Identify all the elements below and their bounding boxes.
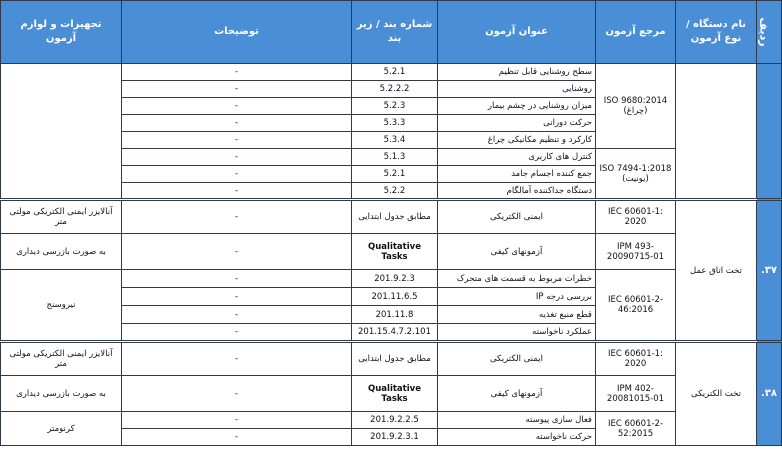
reference-cell: ISO 7494-1:2018 (یونیت) — [596, 149, 676, 200]
title-cell: دستگاه جداکننده آمالگام — [438, 183, 596, 200]
notes-cell: - — [122, 98, 352, 115]
clause-cell: 5.2.3 — [352, 98, 438, 115]
title-cell: آزمونهای کیفی — [438, 234, 596, 270]
header-title: عنوان آزمون — [438, 1, 596, 64]
clause-cell: مطابق جدول ابتدایی — [352, 342, 438, 376]
title-cell: آزمونهای کیفی — [438, 376, 596, 412]
title-cell: بررسی درجه IP — [438, 288, 596, 306]
header-device: نام دستگاه / نوع آزمون — [676, 1, 757, 64]
clause-cell: Qualitative Tasks — [352, 234, 438, 270]
clause-cell: 201.9.2.3 — [352, 270, 438, 288]
notes-cell: - — [122, 149, 352, 166]
header-notes: توضیحات — [122, 1, 352, 64]
header-equipment: تجهیزات و لوازم آزمون — [1, 1, 122, 64]
table-row — [1, 412, 782, 429]
notes-cell: - — [122, 429, 352, 446]
clause-cell: 5.3.3 — [352, 115, 438, 132]
title-cell: کارکرد و تنظیم مکانیکی چراغ — [438, 132, 596, 149]
title-cell: ایمنی الکتریکی — [438, 200, 596, 234]
notes-cell: - — [122, 132, 352, 149]
clause-cell: مطابق جدول ابتدایی — [352, 200, 438, 234]
title-cell: خطرات مربوط به قسمت های متحرک — [438, 270, 596, 288]
table-row — [1, 376, 782, 412]
reference-cell: IPM 493-20090715-01 — [596, 234, 676, 270]
row-number-cell: ۳۸. — [757, 342, 782, 446]
notes-cell: - — [122, 342, 352, 376]
clause-cell: 5.2.2.2 — [352, 81, 438, 98]
table-row — [1, 200, 782, 234]
header-rowno: ردیف — [757, 1, 782, 64]
device-cell: تخت الکتریکی — [676, 342, 757, 446]
notes-cell: - — [122, 200, 352, 234]
equipment-cell — [1, 64, 122, 200]
clause-cell: 5.3.4 — [352, 132, 438, 149]
table-row — [1, 64, 782, 81]
reference-cell: IEC 60601-1: 2020 — [596, 200, 676, 234]
notes-cell: - — [122, 234, 352, 270]
equipment-cell: آنالایزر ایمنی الکتریکی مولتی متر — [1, 342, 122, 376]
table-row — [1, 234, 782, 270]
clause-cell: Qualitative Tasks — [352, 376, 438, 412]
reference-cell: IEC 60601-2-52:2015 — [596, 412, 676, 446]
table-row — [1, 342, 782, 376]
device-cell — [676, 64, 757, 200]
clause-cell: 201.9.2.3.1 — [352, 429, 438, 446]
notes-cell: - — [122, 306, 352, 324]
table-row — [1, 270, 782, 288]
clause-cell: 201.11.6.5 — [352, 288, 438, 306]
title-cell: روشنایی — [438, 81, 596, 98]
row-number-cell — [757, 64, 782, 200]
notes-cell: - — [122, 64, 352, 81]
reference-cell: IEC 60601-1: 2020 — [596, 342, 676, 376]
title-cell: ایمنی الکتریکی — [438, 342, 596, 376]
equipment-cell: به صورت بازرسی دیداری — [1, 376, 122, 412]
clause-cell: 201.11.8 — [352, 306, 438, 324]
clause-cell: 5.2.1 — [352, 166, 438, 183]
notes-cell: - — [122, 288, 352, 306]
notes-cell: - — [122, 412, 352, 429]
notes-cell: - — [122, 81, 352, 98]
reference-cell: ISO 9680:2014 (چراغ) — [596, 64, 676, 149]
header-clause: شماره بند / زیر بند — [352, 1, 438, 64]
title-cell: عملکرد ناخواسته — [438, 324, 596, 342]
title-cell: قطع منبع تغذیه — [438, 306, 596, 324]
equipment-cell: کرنومتر — [1, 412, 122, 446]
equipment-cell: به صورت بازرسی دیداری — [1, 234, 122, 270]
device-cell: تخت اتاق عمل — [676, 200, 757, 342]
reference-cell: IPM 402-20081015-01 — [596, 376, 676, 412]
reference-cell: IEC 60601-2-46:2016 — [596, 270, 676, 342]
clause-cell: 5.1.3 — [352, 149, 438, 166]
notes-cell: - — [122, 324, 352, 342]
clause-cell: 201.9.2.2.5 — [352, 412, 438, 429]
notes-cell: - — [122, 166, 352, 183]
title-cell: حرکت ناخواسته — [438, 429, 596, 446]
title-cell: حرکت دورانی — [438, 115, 596, 132]
title-cell: جمع کننده اجسام جامد — [438, 166, 596, 183]
title-cell: میزان روشنایی در چشم بیمار — [438, 98, 596, 115]
notes-cell: - — [122, 183, 352, 200]
header-row — [1, 1, 782, 64]
equipment-cell: نیروسنج — [1, 270, 122, 342]
header-reference: مرجع آزمون — [596, 1, 676, 64]
notes-cell: - — [122, 115, 352, 132]
title-cell: فعال سازی پیوسته — [438, 412, 596, 429]
notes-cell: - — [122, 270, 352, 288]
clause-cell: 5.2.2 — [352, 183, 438, 200]
notes-cell: - — [122, 376, 352, 412]
row-number-cell: ۳۷. — [757, 200, 782, 342]
title-cell: سطح روشنایی قابل تنظیم — [438, 64, 596, 81]
title-cell: کنترل های کاربری — [438, 149, 596, 166]
equipment-cell: آنالایزر ایمنی الکتریکی مولتی متر — [1, 200, 122, 234]
clause-cell: 201.15.4.7.2.101 — [352, 324, 438, 342]
clause-cell: 5.2.1 — [352, 64, 438, 81]
